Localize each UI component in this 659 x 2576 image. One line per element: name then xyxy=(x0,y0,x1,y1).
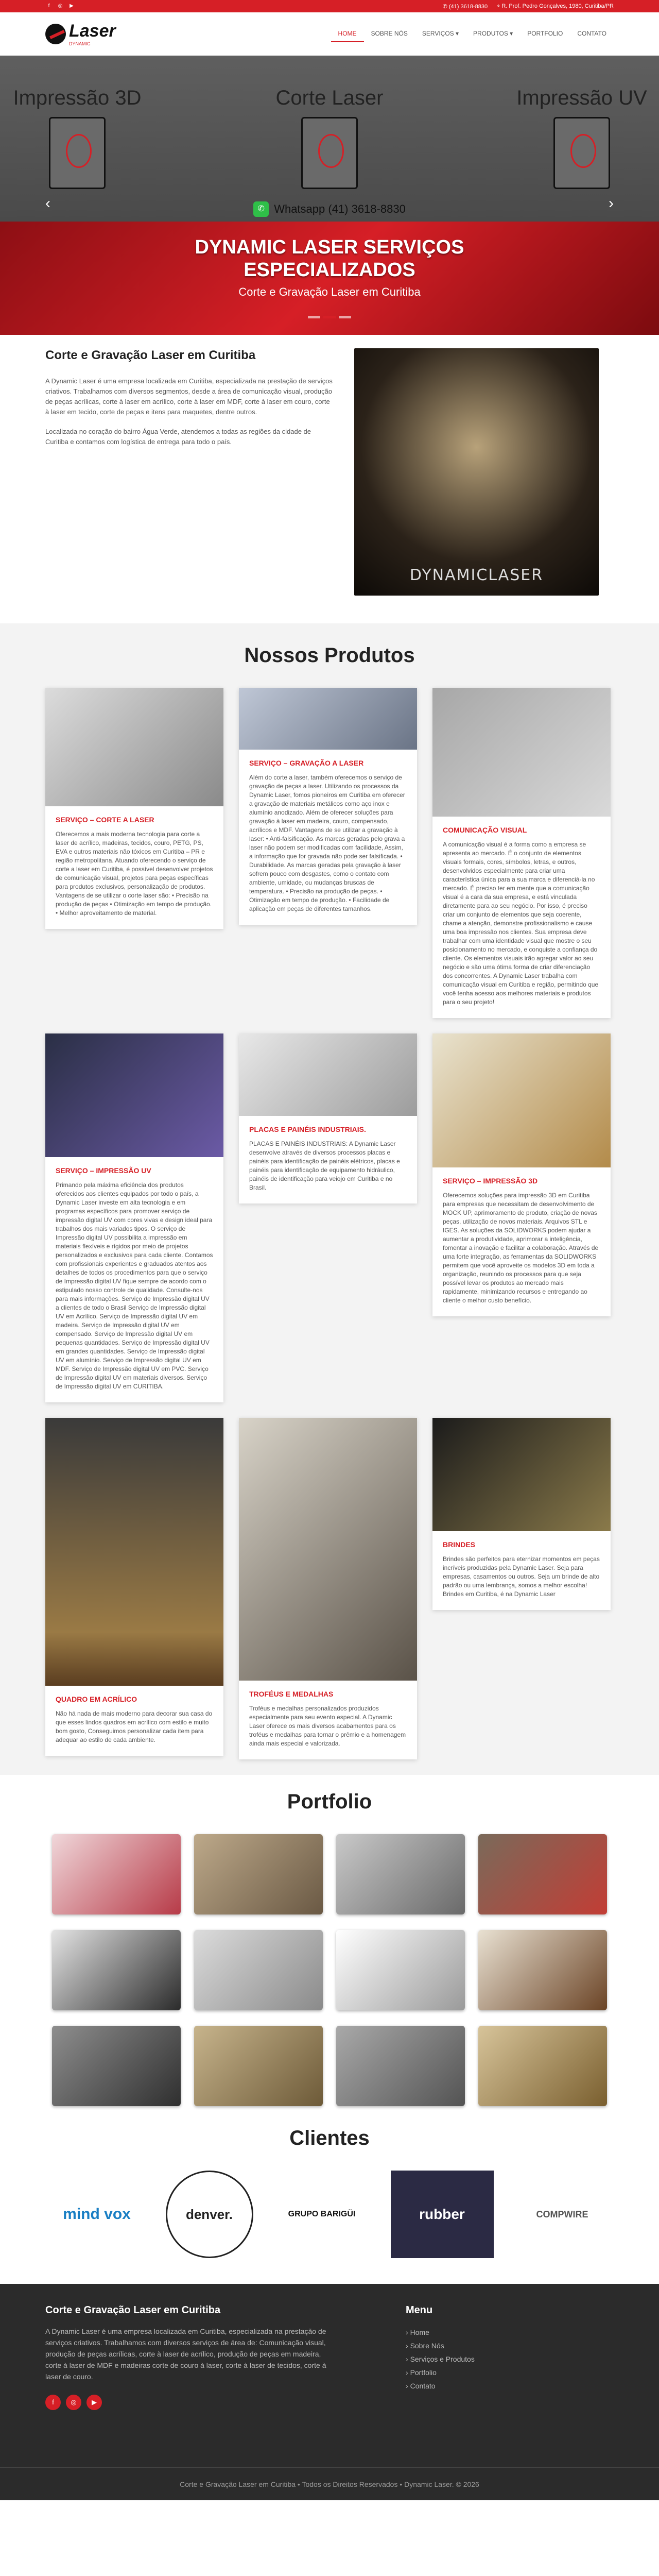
hero-service-title: Impressão UV xyxy=(516,87,647,109)
product-card[interactable] xyxy=(239,1033,417,1204)
phone-text[interactable]: ✆ (41) 3618-8830 xyxy=(442,3,488,10)
product-text: Oferecemos soluções para impressão 3D em Curitiba para empresas que necessitam de desenvolvimento de MOCK UP, aprimoramento de produto, criação de novas peças, utilização de novos materiais. Arquivos STL e IGES. As soluções da SOLIDWORKS podem ajudar a aumentar a produtividade, aprimorar a inteligência, fomentar a inovação e facilitar a colaboração. Através de uma forte integração, as ferramentas da SOLIDWORKS permitem que você aproveite os modelos 3D em toda a organização, reunindo os processos para que seja possível levar os produtos ao mercado mais rapidamente, minimizando recursos e entregando ao cliente o melhor custo benefício. xyxy=(443,1192,599,1304)
product-card[interactable] xyxy=(432,1033,611,1316)
nav-home[interactable]: HOME xyxy=(331,26,364,42)
slider-dot[interactable] xyxy=(323,316,336,318)
portfolio-item[interactable] xyxy=(336,2026,465,2106)
product-title: BRINDES xyxy=(443,1540,476,1549)
portfolio-item[interactable] xyxy=(194,1834,323,1914)
portfolio-item[interactable] xyxy=(478,1930,607,2010)
address-value: R. Prof. Pedro Gonçalves, 1980, Curitiba/PR xyxy=(501,3,614,9)
product-card[interactable] xyxy=(45,688,223,929)
nav-about[interactable]: SOBRE NÓS xyxy=(371,29,408,37)
portfolio-item[interactable] xyxy=(52,2026,181,2106)
slider-dot[interactable] xyxy=(308,316,320,318)
logo-sub: DYNAMIC xyxy=(69,41,91,46)
client-logo-barigui[interactable]: GRUPO BARIGÜI xyxy=(288,2210,356,2218)
youtube-icon[interactable]: ▶ xyxy=(70,3,74,9)
product-title: SERVIÇO – CORTE A LASER xyxy=(56,816,154,824)
hero-slider xyxy=(0,56,659,222)
footer-about xyxy=(45,2304,334,2410)
site-header xyxy=(0,12,659,56)
slider-dots xyxy=(308,316,351,318)
footer-link[interactable]: › Sobre Nós xyxy=(406,2342,444,2350)
site-logo[interactable] xyxy=(45,21,116,46)
portfolio-item[interactable] xyxy=(478,2026,607,2106)
portfolio-item[interactable] xyxy=(194,2026,323,2106)
footer-menu-title: Menu xyxy=(406,2304,433,2316)
red-banner xyxy=(0,222,659,335)
top-bar xyxy=(0,0,659,12)
whatsapp-icon: ✆ xyxy=(253,201,269,217)
product-text: Não há nada de mais moderno para decorar sua casa do que esses lindos quadros em acrílico com estilo e muito bom gosto, Conseguimos personalizar cada item para adequar ao estilo de cada ambiente. xyxy=(56,1710,213,1743)
product-text: Brindes são perfeitos para eternizar momentos em peças incríveis produzidas pela Dynamic Laser. Seja para empresas, casamentos ou outros. Seja um brinde de alto padrão ou uma lembrança, somos a melhor escolha! Brindes em Curitiba, é na Dynamic Laser xyxy=(443,1555,600,1598)
products-grid xyxy=(0,688,659,1759)
slider-prev-icon[interactable]: ‹ xyxy=(45,195,50,212)
slider-next-icon[interactable]: › xyxy=(609,195,614,212)
hero-service-3d xyxy=(10,87,144,189)
copyright: Corte e Gravação Laser em Curitiba • Todos os Direitos Reservados • Dynamic Laser. © 2026 xyxy=(0,2467,659,2500)
about-text xyxy=(45,348,334,603)
footer-link-label[interactable]: Serviços e Produtos xyxy=(410,2355,475,2363)
portfolio-title: Portfolio xyxy=(287,1790,372,1813)
product-card[interactable] xyxy=(239,1418,417,1759)
facebook-icon[interactable]: f xyxy=(45,2395,61,2410)
product-text: Troféus e medalhas personalizados produzidos especialmente para seu evento especial. A Dynamic Laser oferece os mais diversos acabamentos para os troféus e medalhas para tornar o prêmio e a homenagem ainda mais especial e valorizada. xyxy=(249,1705,406,1747)
clients-section xyxy=(0,2127,659,2284)
logo-word: Laser xyxy=(69,21,116,41)
product-title: TROFÉUS E MEDALHAS xyxy=(249,1690,334,1698)
portfolio-item[interactable] xyxy=(52,1834,181,1914)
footer-social xyxy=(45,2395,334,2410)
product-card[interactable] xyxy=(239,688,417,925)
product-image xyxy=(239,1033,417,1116)
client-logo-mindvox[interactable]: mind vox xyxy=(63,2206,131,2223)
hero-service-title: Corte Laser xyxy=(275,87,384,109)
portfolio-item[interactable] xyxy=(336,1834,465,1914)
portfolio-item[interactable] xyxy=(336,1930,465,2010)
about-section xyxy=(0,335,659,623)
product-card[interactable] xyxy=(45,1033,223,1402)
client-logo-rubber[interactable]: rubber xyxy=(391,2171,494,2258)
product-image xyxy=(432,1033,611,1167)
banner-title-line1: DYNAMIC LASER SERVIÇOS xyxy=(195,236,464,258)
product-text: Oferecemos a mais moderna tecnologia para corte a laser de acrílico, madeiras, tecidos, couro, PETG, PS, EVA e outros materiais não tóxicos em Curitiba – PR e região metropolitana. Atuando oferecendo o serviço de corte a laser em Curitiba, é possível desenvolver projetos de comunicação visual, projetos para peças específicas para produtos exclusivos, personalização de produtos. Vantagens de se utilizar o corte laser são: • Precisão na produção de peças • Otimização em tempo de produção. • Melhor aproveitamento de material. xyxy=(56,831,213,917)
banner-title-line2: ESPECIALIZADOS xyxy=(244,259,415,281)
nav-portfolio[interactable]: PORTFOLIO xyxy=(527,29,563,37)
footer-link[interactable]: › Portfolio xyxy=(406,2368,437,2377)
client-logo-denver[interactable]: denver. xyxy=(166,2171,253,2258)
portfolio-item[interactable] xyxy=(478,1834,607,1914)
product-image xyxy=(45,1033,223,1157)
product-text: A comunicação visual é a forma como a empresa se apresenta ao mercado. É o conjunto de elementos visuais formais, cores, símbolos, letras, e outros, desenvolvidos especialmente para criar uma característica única para a sua marca e diferenciá-la no mercado. É preciso ter em mente que a comunicação visual é a cara da sua empresa, e está vinculada diretamente para ao seu negócio. Por isso, é preciso criar um conjunto de elementos que seja coerente, chame a atenção, demonstre profissionalismo e cause uma boa impressão nos clientes. Sua empresa deve trabalhar com uma identidade visual que mostre o seu posicionamento no mercado, e conquiste a confiança do cliente. Os elementos visuais irão agregar valor ao seu negócio e são uma ótima forma de criar diferenciação dos concorrentes. A Dynamic Laser trabalha com comunicação visual em Curitiba e região, permitindo que você tenha acesso aos melhores materiais e produtos para o seu projeto! xyxy=(443,841,599,1006)
portfolio-grid xyxy=(45,1834,614,2106)
product-title: SERVIÇO – IMPRESSÃO 3D xyxy=(443,1177,538,1185)
logo-mark xyxy=(45,24,66,44)
instagram-icon[interactable]: ◎ xyxy=(66,2395,81,2410)
product-image xyxy=(239,1418,417,1681)
about-paragraph: A Dynamic Laser é uma empresa localizada em Curitiba, especializada na prestação de serviços criativos. Trabalhamos com diversos segmentos, desde a área de comunicação visual, produção de peças acrílicas, corte à laser em acrílico, corte à laser em MDF, corte à laser em couro, corte à laser em tecido, corte de peças e itens para maquetes, dentre outros. xyxy=(45,377,333,416)
whatsapp-text: Whatsapp (41) 3618-8830 xyxy=(274,202,406,215)
address-text: ⌖ R. Prof. Pedro Gonçalves, 1980, Curitiba/PR xyxy=(497,3,614,9)
slider-dot[interactable] xyxy=(339,316,351,318)
uv-printer-icon xyxy=(553,117,610,189)
top-contact xyxy=(443,3,614,10)
about-image-caption: DYNAMICLASER xyxy=(409,566,544,584)
footer-link-label[interactable]: Contato xyxy=(410,2382,436,2390)
product-card[interactable] xyxy=(45,1418,223,1756)
product-image xyxy=(239,688,417,750)
facebook-icon[interactable]: f xyxy=(48,3,50,9)
product-image xyxy=(432,688,611,817)
footer-link[interactable]: › Serviços e Produtos xyxy=(406,2355,475,2363)
nav-contact[interactable]: CONTATO xyxy=(577,29,606,37)
footer-link-label[interactable]: Portfolio xyxy=(410,2368,437,2377)
footer-link-label[interactable]: Home xyxy=(410,2328,429,2336)
banner-title xyxy=(0,236,659,281)
whatsapp-link[interactable] xyxy=(0,197,659,222)
product-text: PLACAS E PAINÉIS INDUSTRIAIS: A Dynamic Laser desenvolve através de diversos processos placas e painéis para identificação de painéis elétricos, placas e painéis para identificação de equipamento hidráulico, painéis de identificação para veiojo em Curitiba e no Brasil. xyxy=(249,1140,400,1191)
clients-logos xyxy=(45,2171,614,2258)
products-title: Nossos Produtos xyxy=(244,644,415,667)
banner-subtitle: Corte e Gravação Laser em Curitiba xyxy=(238,285,421,298)
about-title: Corte e Gravação Laser em Curitiba xyxy=(45,348,256,362)
product-title: COMUNICAÇÃO VISUAL xyxy=(443,826,527,834)
footer-link-label[interactable]: Sobre Nós xyxy=(410,2342,444,2350)
product-image xyxy=(432,1418,611,1531)
product-title: QUADRO EM ACRÍLICO xyxy=(56,1695,137,1703)
main-nav xyxy=(331,26,614,42)
product-card[interactable] xyxy=(432,688,611,1018)
footer-text: A Dynamic Laser é uma empresa localizada em Curitiba, especializada na prestação de serviços criativos. Trabalhamos com diversos serviços de área de: Comunicação visual, produção de peças acrílicas, corte à laser de acrílico, produção de peças em madeira, corte à laser de MDF e madeiras corte de couro à laser, corte à laser de tecidos, corte à laser de couro. xyxy=(45,2327,326,2381)
product-text: Além do corte a laser, também oferecemos o serviço de gravação de peças a laser. Utilizando os processos da Dynamic Laser, fomos pioneiros em Curitiba em oferecer a gravação de materiais metálicos como aço inox e alumínio anodizado. Além de oferecer soluções para gravação à laser em madeira, couro, compensado, acrílicos e MDF. Vantagens de se utilizar a gravação à laser: • Anti-falsificação. As marcas geradas pelo grava a laser não podem ser modificadas com facilidade, Assim, a informação que for gravada não pode ser falsificada. • Durabilidade. As marcas geradas pela gravação à laser sofrem pouco com desgastes, como o contato com ambiente, umidade, ou mudanças bruscas de temperatura. • Precisão na produção de peças. • Otimização em tempo de produção. • Facilidade de aplicação em peças de diferentes tamanhos. xyxy=(249,774,405,912)
footer-columns xyxy=(45,2304,614,2410)
hero-service-title: Impressão 3D xyxy=(13,87,142,109)
client-logo-compwire[interactable]: COMPWIRE xyxy=(536,2209,588,2219)
hero-service-laser xyxy=(263,87,396,189)
youtube-icon[interactable]: ▶ xyxy=(86,2395,102,2410)
product-card[interactable] xyxy=(432,1418,611,1610)
nav-services[interactable]: SERVIÇOS ▾ xyxy=(422,29,459,37)
product-title: SERVIÇO – IMPRESSÃO UV xyxy=(56,1166,151,1175)
phone-number[interactable]: (41) 3618-8830 xyxy=(448,3,488,10)
portfolio-item[interactable] xyxy=(194,1930,323,2010)
footer-menu xyxy=(406,2304,475,2410)
about-image xyxy=(354,348,599,596)
social-links xyxy=(45,3,75,10)
product-text: Primando pela máxima eficiência dos produtos oferecidos aos clientes equipados por todo o país, a Dynamic Laser investe em alta tecnologia e em programas específicos para promover serviço de impressão digital UV com cores vivas e design ideal para trabalhos dos mais variados tipos. O serviço de Impressão digital UV possibilita a impressão em materiais flexíveis e rígidos por meio de projetos personalizados e exclusivos para cada cliente. Contamos com profissionais experientes e graduados atentos aos detalhes de todos os procedimentos para que o serviço de Impressão digital UV fique sempre de acordo com o estipulado nosso controle de qualidade. Consulte-nos para mais informações. Serviço de Impressão digital UV a clientes de todo o Brasil Serviço de Impressão digital UV em Acrílico. Serviço de Impressão digital UV em madeira. Serviço de Impressão digital UV em compensado. Serviço de Impressão digital UV em pequenas quantidades. Serviço de Impressão digital UV em grandes quantidades. Serviço de Impressão digital UV em alumínio. Serviço de Impressão digital UV em MDF. Serviço de Impressão digital UV em PVC. Serviço de Impressão digital UV em materiais diversos. Serviço de Impressão digital UV em CURITIBA. xyxy=(56,1181,213,1390)
instagram-icon[interactable]: ◎ xyxy=(58,3,63,9)
product-image xyxy=(45,1418,223,1686)
product-title: PLACAS E PAINÉIS INDUSTRIAIS. xyxy=(249,1125,366,1133)
portfolio-item[interactable] xyxy=(52,1930,181,2010)
printer-3d-icon xyxy=(49,117,106,189)
laser-cut-icon xyxy=(301,117,358,189)
product-image xyxy=(45,688,223,806)
portfolio-section xyxy=(0,1775,659,2127)
nav-products[interactable]: PRODUTOS ▾ xyxy=(473,29,513,37)
hero-service-uv xyxy=(515,87,649,189)
clients-title: Clientes xyxy=(289,2127,370,2149)
footer-link[interactable]: › Home xyxy=(406,2328,429,2336)
products-section xyxy=(0,623,659,1775)
product-title: SERVIÇO – GRAVAÇÃO A LASER xyxy=(249,759,364,767)
about-paragraph: Localizada no coração do bairro Água Verde, atendemos a todas as regiões da cidade de Curitiba e contamos com logística de entrega para todo o país. xyxy=(45,428,311,446)
footer-title: Corte e Gravação Laser em Curitiba xyxy=(45,2304,221,2316)
footer-link[interactable]: › Contato xyxy=(406,2382,436,2390)
site-footer xyxy=(0,2284,659,2500)
